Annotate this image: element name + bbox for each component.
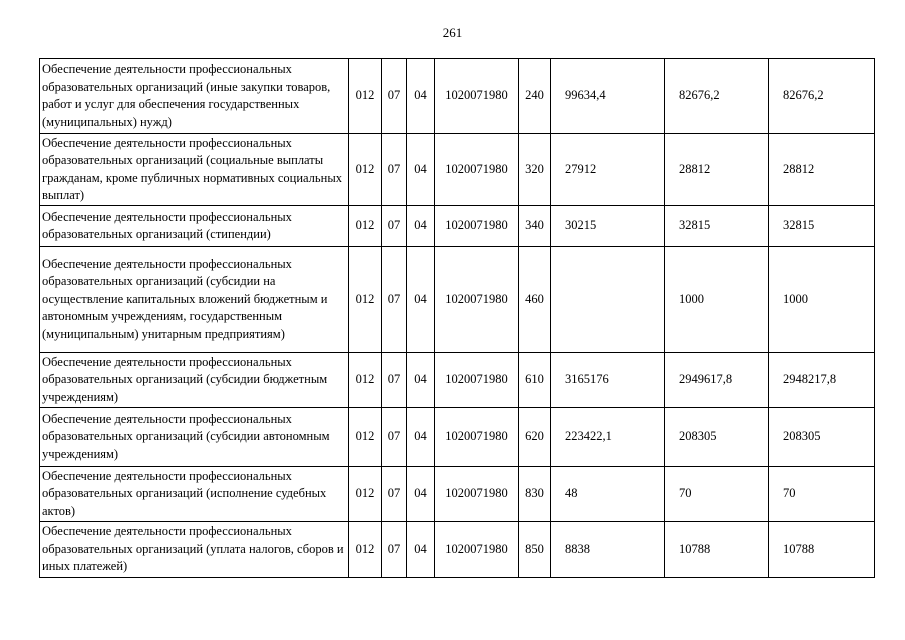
- section-code: 07: [382, 522, 407, 578]
- expense-type-code: 850: [519, 522, 551, 578]
- ministry-code: 012: [349, 408, 382, 467]
- amount-year-2: 32815: [665, 206, 769, 247]
- row-description: Обеспечение деятельности профессиональных образовательных организаций (субсидии автономным учреждениям): [40, 408, 349, 467]
- section-code: 07: [382, 59, 407, 134]
- subsection-code: 04: [407, 134, 435, 206]
- amount-year-3: 10788: [769, 522, 875, 578]
- table-row: [40, 522, 875, 578]
- table-row: [40, 59, 875, 134]
- row-description: Обеспечение деятельности профессиональных образовательных организаций (субсидии на осуществление капитальных вложений бюджетным и автономным учреждениям, государственным (муниципальным) унитарным предприятиям): [40, 247, 349, 353]
- subsection-code: 04: [407, 408, 435, 467]
- section-code: 07: [382, 206, 407, 247]
- subsection-code: 04: [407, 247, 435, 353]
- amount-year-3: 32815: [769, 206, 875, 247]
- amount-year-2: 1000: [665, 247, 769, 353]
- section-code: 07: [382, 247, 407, 353]
- amount-year-1: 48: [551, 467, 665, 522]
- amount-year-3: 28812: [769, 134, 875, 206]
- subsection-code: 04: [407, 59, 435, 134]
- subsection-code: 04: [407, 353, 435, 408]
- amount-year-3: 1000: [769, 247, 875, 353]
- target-article-code: 1020071980: [435, 247, 519, 353]
- amount-year-2: 2949617,8: [665, 353, 769, 408]
- table-row: [40, 206, 875, 247]
- target-article-code: 1020071980: [435, 353, 519, 408]
- ministry-code: 012: [349, 59, 382, 134]
- table-row: [40, 408, 875, 467]
- target-article-code: 1020071980: [435, 408, 519, 467]
- amount-year-1: 30215: [551, 206, 665, 247]
- amount-year-2: 28812: [665, 134, 769, 206]
- expense-type-code: 240: [519, 59, 551, 134]
- amount-year-1: 223422,1: [551, 408, 665, 467]
- amount-year-3: 208305: [769, 408, 875, 467]
- amount-year-1: 8838: [551, 522, 665, 578]
- expense-type-code: 320: [519, 134, 551, 206]
- target-article-code: 1020071980: [435, 59, 519, 134]
- ministry-code: 012: [349, 353, 382, 408]
- amount-year-3: 82676,2: [769, 59, 875, 134]
- amount-year-2: 82676,2: [665, 59, 769, 134]
- subsection-code: 04: [407, 206, 435, 247]
- amount-year-3: 2948217,8: [769, 353, 875, 408]
- ministry-code: 012: [349, 522, 382, 578]
- amount-year-1: 27912: [551, 134, 665, 206]
- target-article-code: 1020071980: [435, 206, 519, 247]
- section-code: 07: [382, 408, 407, 467]
- amount-year-2: 10788: [665, 522, 769, 578]
- target-article-code: 1020071980: [435, 522, 519, 578]
- expense-type-code: 460: [519, 247, 551, 353]
- row-description: Обеспечение деятельности профессиональных образовательных организаций (иные закупки товаров, работ и услуг для обеспечения государственных (муниципальных) нужд): [40, 59, 349, 134]
- ministry-code: 012: [349, 247, 382, 353]
- section-code: 07: [382, 467, 407, 522]
- amount-year-1: 3165176: [551, 353, 665, 408]
- expense-type-code: 610: [519, 353, 551, 408]
- subsection-code: 04: [407, 522, 435, 578]
- page-number: 261: [442, 25, 463, 40]
- budget-table: [39, 58, 875, 578]
- table-row: [40, 353, 875, 408]
- target-article-code: 1020071980: [435, 467, 519, 522]
- row-description: Обеспечение деятельности профессиональных образовательных организаций (исполнение судебных актов): [40, 467, 349, 522]
- ministry-code: 012: [349, 467, 382, 522]
- amount-year-3: 70: [769, 467, 875, 522]
- table-row: [40, 134, 875, 206]
- amount-year-1: 99634,4: [551, 59, 665, 134]
- row-description: Обеспечение деятельности профессиональных образовательных организаций (субсидии бюджетным учреждениям): [40, 353, 349, 408]
- amount-year-1: [551, 247, 665, 353]
- row-description: Обеспечение деятельности профессиональных образовательных организаций (социальные выплаты гражданам, кроме публичных нормативных социальных выплат): [40, 134, 349, 206]
- target-article-code: 1020071980: [435, 134, 519, 206]
- ministry-code: 012: [349, 206, 382, 247]
- table-row: [40, 467, 875, 522]
- ministry-code: 012: [349, 134, 382, 206]
- section-code: 07: [382, 134, 407, 206]
- subsection-code: 04: [407, 467, 435, 522]
- expense-type-code: 340: [519, 206, 551, 247]
- expense-type-code: 620: [519, 408, 551, 467]
- amount-year-2: 70: [665, 467, 769, 522]
- amount-year-2: 208305: [665, 408, 769, 467]
- expense-type-code: 830: [519, 467, 551, 522]
- row-description: Обеспечение деятельности профессиональных образовательных организаций (уплата налогов, сборов и иных платежей): [40, 522, 349, 578]
- row-description: Обеспечение деятельности профессиональных образовательных организаций (стипендии): [40, 206, 349, 247]
- section-code: 07: [382, 353, 407, 408]
- table-row: [40, 247, 875, 353]
